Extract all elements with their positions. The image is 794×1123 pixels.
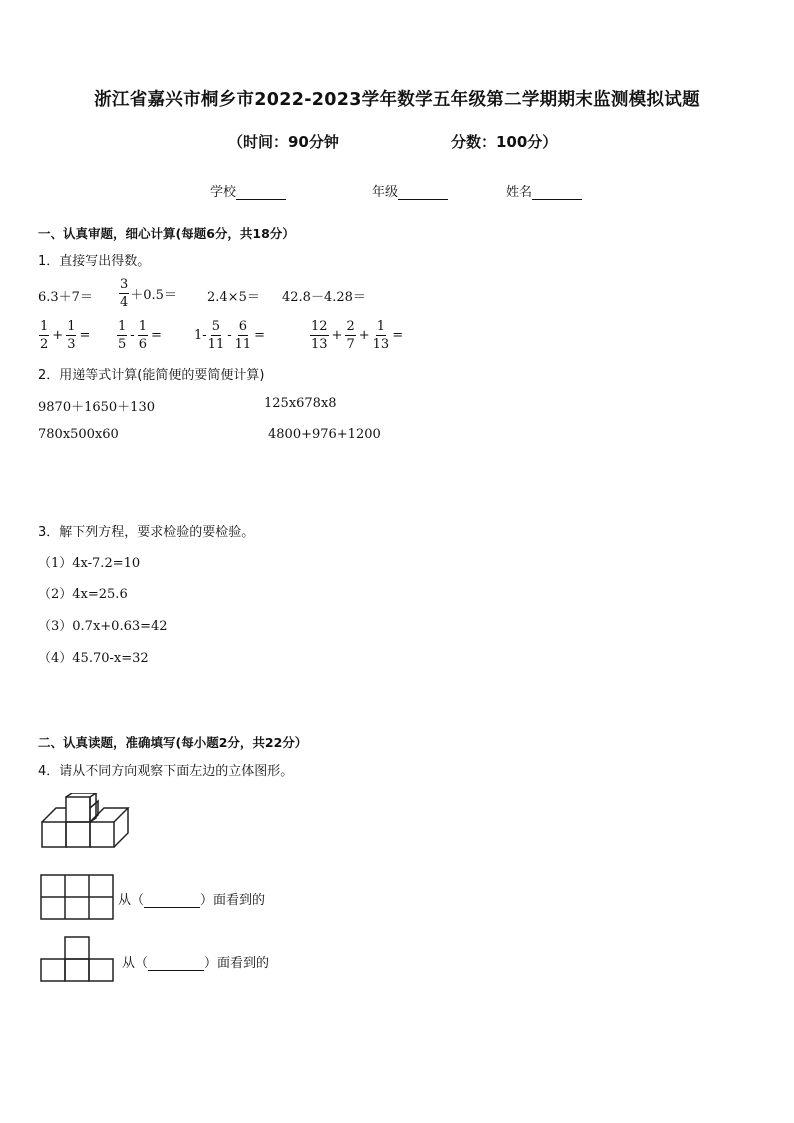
q4-stem: 4．请从不同方向观察下面左边的立体图形。 <box>38 764 294 779</box>
view-grid-2x3 <box>40 874 116 922</box>
q1-row1-a: 6.3＋7＝ <box>38 290 93 305</box>
view2-answer: 从（ ）面看到的 <box>122 956 270 971</box>
grade-blank <box>398 199 448 200</box>
fraction: $\frac{1}{13}$ <box>372 319 390 352</box>
grade-label: 年级 <box>372 185 399 200</box>
view1-blank[interactable] <box>144 907 200 908</box>
q1-row2-c: 1- $\frac{5}{11}$ - $\frac{6}{11}$ = <box>194 319 266 352</box>
section1-heading: 一、认真审题，细心计算(每题6分，共18分） <box>38 226 295 241</box>
q2-item: 4800+976+1200 <box>268 427 381 442</box>
q2-item: 9870＋1650＋130 <box>38 400 155 415</box>
square <box>89 959 113 981</box>
q1-row2-a: $\frac{1}{2}$ + $\frac{1}{3}$ = <box>40 319 91 352</box>
q1-row1-d: 42.8－4.28＝ <box>282 290 366 305</box>
view-t-shape <box>40 936 116 984</box>
cube-top-edge <box>66 793 96 797</box>
fraction: $\frac{1}{2}$ <box>40 319 49 352</box>
fraction: $\frac{1}{3}$ <box>67 319 76 352</box>
square <box>65 937 89 959</box>
q1-row1-b: $\frac{3}{4}$ ＋0.5＝ <box>120 277 177 310</box>
q3-item: （3）0.7x+0.63=42 <box>38 619 168 634</box>
school-field <box>210 181 286 200</box>
exam-time: （时间：90分钟 <box>228 133 339 151</box>
q3-item: （1）4x-7.2=10 <box>38 556 141 571</box>
q1-stem: 1．直接写出得数。 <box>38 254 151 269</box>
q3-stem: 3．解下列方程，要求检验的要检验。 <box>38 525 255 540</box>
cube-side-edge <box>90 793 96 822</box>
page-title: 浙江省嘉兴市桐乡市2022-2023学年数学五年级第二学期期末监测模拟试题 <box>94 90 700 110</box>
view2-blank[interactable] <box>148 970 204 971</box>
q2-stem: 2．用递等式计算(能简便的要简便计算) <box>38 368 265 383</box>
q1-row1-c: 2.4×5＝ <box>207 290 260 305</box>
solid-figure-top <box>38 793 138 853</box>
q3-item: （2）4x=25.6 <box>38 587 128 602</box>
fraction: $\frac{1}{5}$ <box>118 319 127 352</box>
q2-item: 125x678x8 <box>264 396 337 411</box>
school-label: 学校 <box>210 185 237 200</box>
fraction: $\frac{6}{11}$ <box>234 319 252 352</box>
square <box>41 959 65 981</box>
view1-answer: 从（ ）面看到的 <box>118 893 266 908</box>
q3-item: （4）45.70-x=32 <box>38 651 149 666</box>
name-blank <box>532 199 582 200</box>
square <box>65 959 89 981</box>
school-blank <box>236 199 286 200</box>
q2-item: 780x500x60 <box>38 427 119 442</box>
q1-row2-d: $\frac{12}{13}$ + $\frac{2}{7}$ + $\frac{1}{13}$ = <box>311 319 404 352</box>
q1-row2-b: $\frac{1}{5}$ - $\frac{1}{6}$ = <box>118 319 162 352</box>
exam-score: 分数：100分） <box>451 133 558 151</box>
name-field <box>506 181 582 200</box>
fraction: $\frac{1}{6}$ <box>138 319 147 352</box>
fraction: $\frac{3}{4}$ <box>120 277 129 310</box>
fraction: $\frac{5}{11}$ <box>207 319 225 352</box>
section2-heading: 二、认真读题，准确填写(每小题2分，共22分） <box>38 735 308 750</box>
grade-field <box>372 181 448 200</box>
fraction: $\frac{2}{7}$ <box>346 319 355 352</box>
fraction: $\frac{12}{13}$ <box>311 319 328 352</box>
name-label: 姓名 <box>506 185 533 200</box>
